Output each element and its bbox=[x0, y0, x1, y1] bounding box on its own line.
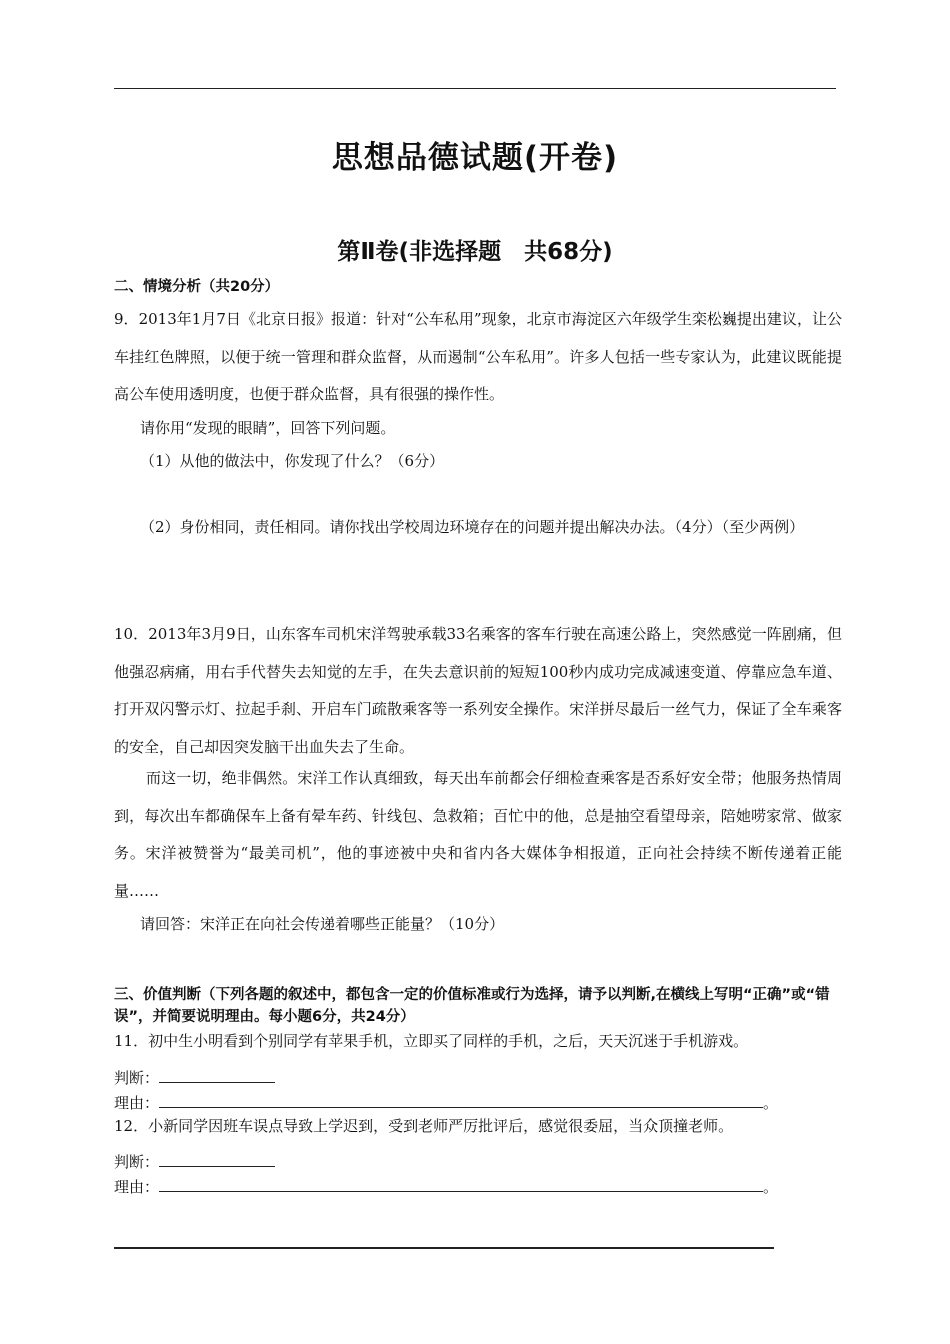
top-rule bbox=[114, 88, 836, 89]
q12-judge-blank[interactable] bbox=[159, 1152, 275, 1167]
end-mark: 。 bbox=[763, 1178, 779, 1196]
page-subtitle: 第Ⅱ卷(非选择题 共68分) bbox=[337, 239, 613, 265]
reason-label: 理由： bbox=[114, 1094, 160, 1112]
end-mark: 。 bbox=[763, 1094, 779, 1112]
section3-heading: 三、价值判断（下列各题的叙述中，都包含一定的价值标准或行为选择，请予以判断,在横线上写明“正确”或“错误”，并简要说明理由。每小题6分，共24分） bbox=[114, 987, 830, 1025]
q10-text1: 10．2013年3月9日，山东客车司机宋洋驾驶承载33名乘客的客车行驶在高速公路上，突然感觉一阵剧痛，但他强忍病痛，用右手代替失去知觉的左手，在失去意识前的短短100秒内成功完成减速变道、停靠应急车道、打开双闪警示灯、拉起手刹、开启车门疏散乘客等一系列安全操作。宋洋拼尽最后一丝气力，保证了全车乘客的安全，自己却因突发脑干出血失去了生命。 bbox=[114, 625, 842, 756]
judge-label: 判断： bbox=[114, 1069, 160, 1087]
q12-judge-row bbox=[114, 1152, 275, 1172]
q10-text2: 而这一切，绝非偶然。宋洋工作认真细致，每天出车前都会仔细检查乘客是否系好安全带；他服务热情周到，每次出车都确保车上备有晕车药、针线包、急救箱；百忙中的他，总是抽空看望母亲，陪她唠家常、做家务。宋洋被赞誉为“最美司机”，他的事迹被中央和省内各大媒体争相报道，正向社会持续不断传递着正能量…… bbox=[114, 769, 842, 900]
q9-text: 9．2013年1月7日《北京日报》报道：针对“公车私用”现象，北京市海淀区六年级学生栾松巍提出建议，让公车挂红色牌照，以便于统一管理和群众监督，从而遏制“公车私用”。许多人包括一些专家认为，此建议既能提高公车使用透明度，也便于群众监督，具有很强的操作性。 bbox=[114, 310, 842, 403]
q11-judge-row bbox=[114, 1068, 275, 1088]
reason-label: 理由： bbox=[114, 1178, 160, 1196]
q11-judge-blank[interactable] bbox=[159, 1068, 275, 1083]
q11-reason-row bbox=[114, 1093, 778, 1113]
judge-label: 判断： bbox=[114, 1153, 160, 1171]
q9-sub1: （1）从他的做法中，你发现了什么？（6分） bbox=[140, 452, 445, 470]
section2-heading: 二、情境分析（共20分） bbox=[114, 279, 280, 295]
bottom-rule bbox=[114, 1247, 774, 1249]
q12-reason-blank[interactable] bbox=[159, 1177, 763, 1192]
q10-question: 请回答：宋洋正在向社会传递着哪些正能量？（10分） bbox=[140, 915, 505, 933]
q11-reason-blank[interactable] bbox=[159, 1093, 763, 1108]
q12-text: 12．小新同学因班车误点导致上学迟到，受到老师严厉批评后，感觉很委屈，当众顶撞老师。 bbox=[114, 1117, 734, 1135]
q9-sub2: （2）身份相同，责任相同。请你找出学校周边环境存在的问题并提出解决办法。（4分）（至少两例） bbox=[140, 518, 805, 536]
q9-prompt: 请你用“发现的眼睛”，回答下列问题。 bbox=[140, 419, 396, 437]
page-title: 思想品德试题(开卷) bbox=[331, 140, 619, 176]
q11-text: 11．初中生小明看到个别同学有苹果手机，立即买了同样的手机，之后，天天沉迷于手机游戏。 bbox=[114, 1032, 749, 1050]
q12-reason-row bbox=[114, 1177, 778, 1197]
